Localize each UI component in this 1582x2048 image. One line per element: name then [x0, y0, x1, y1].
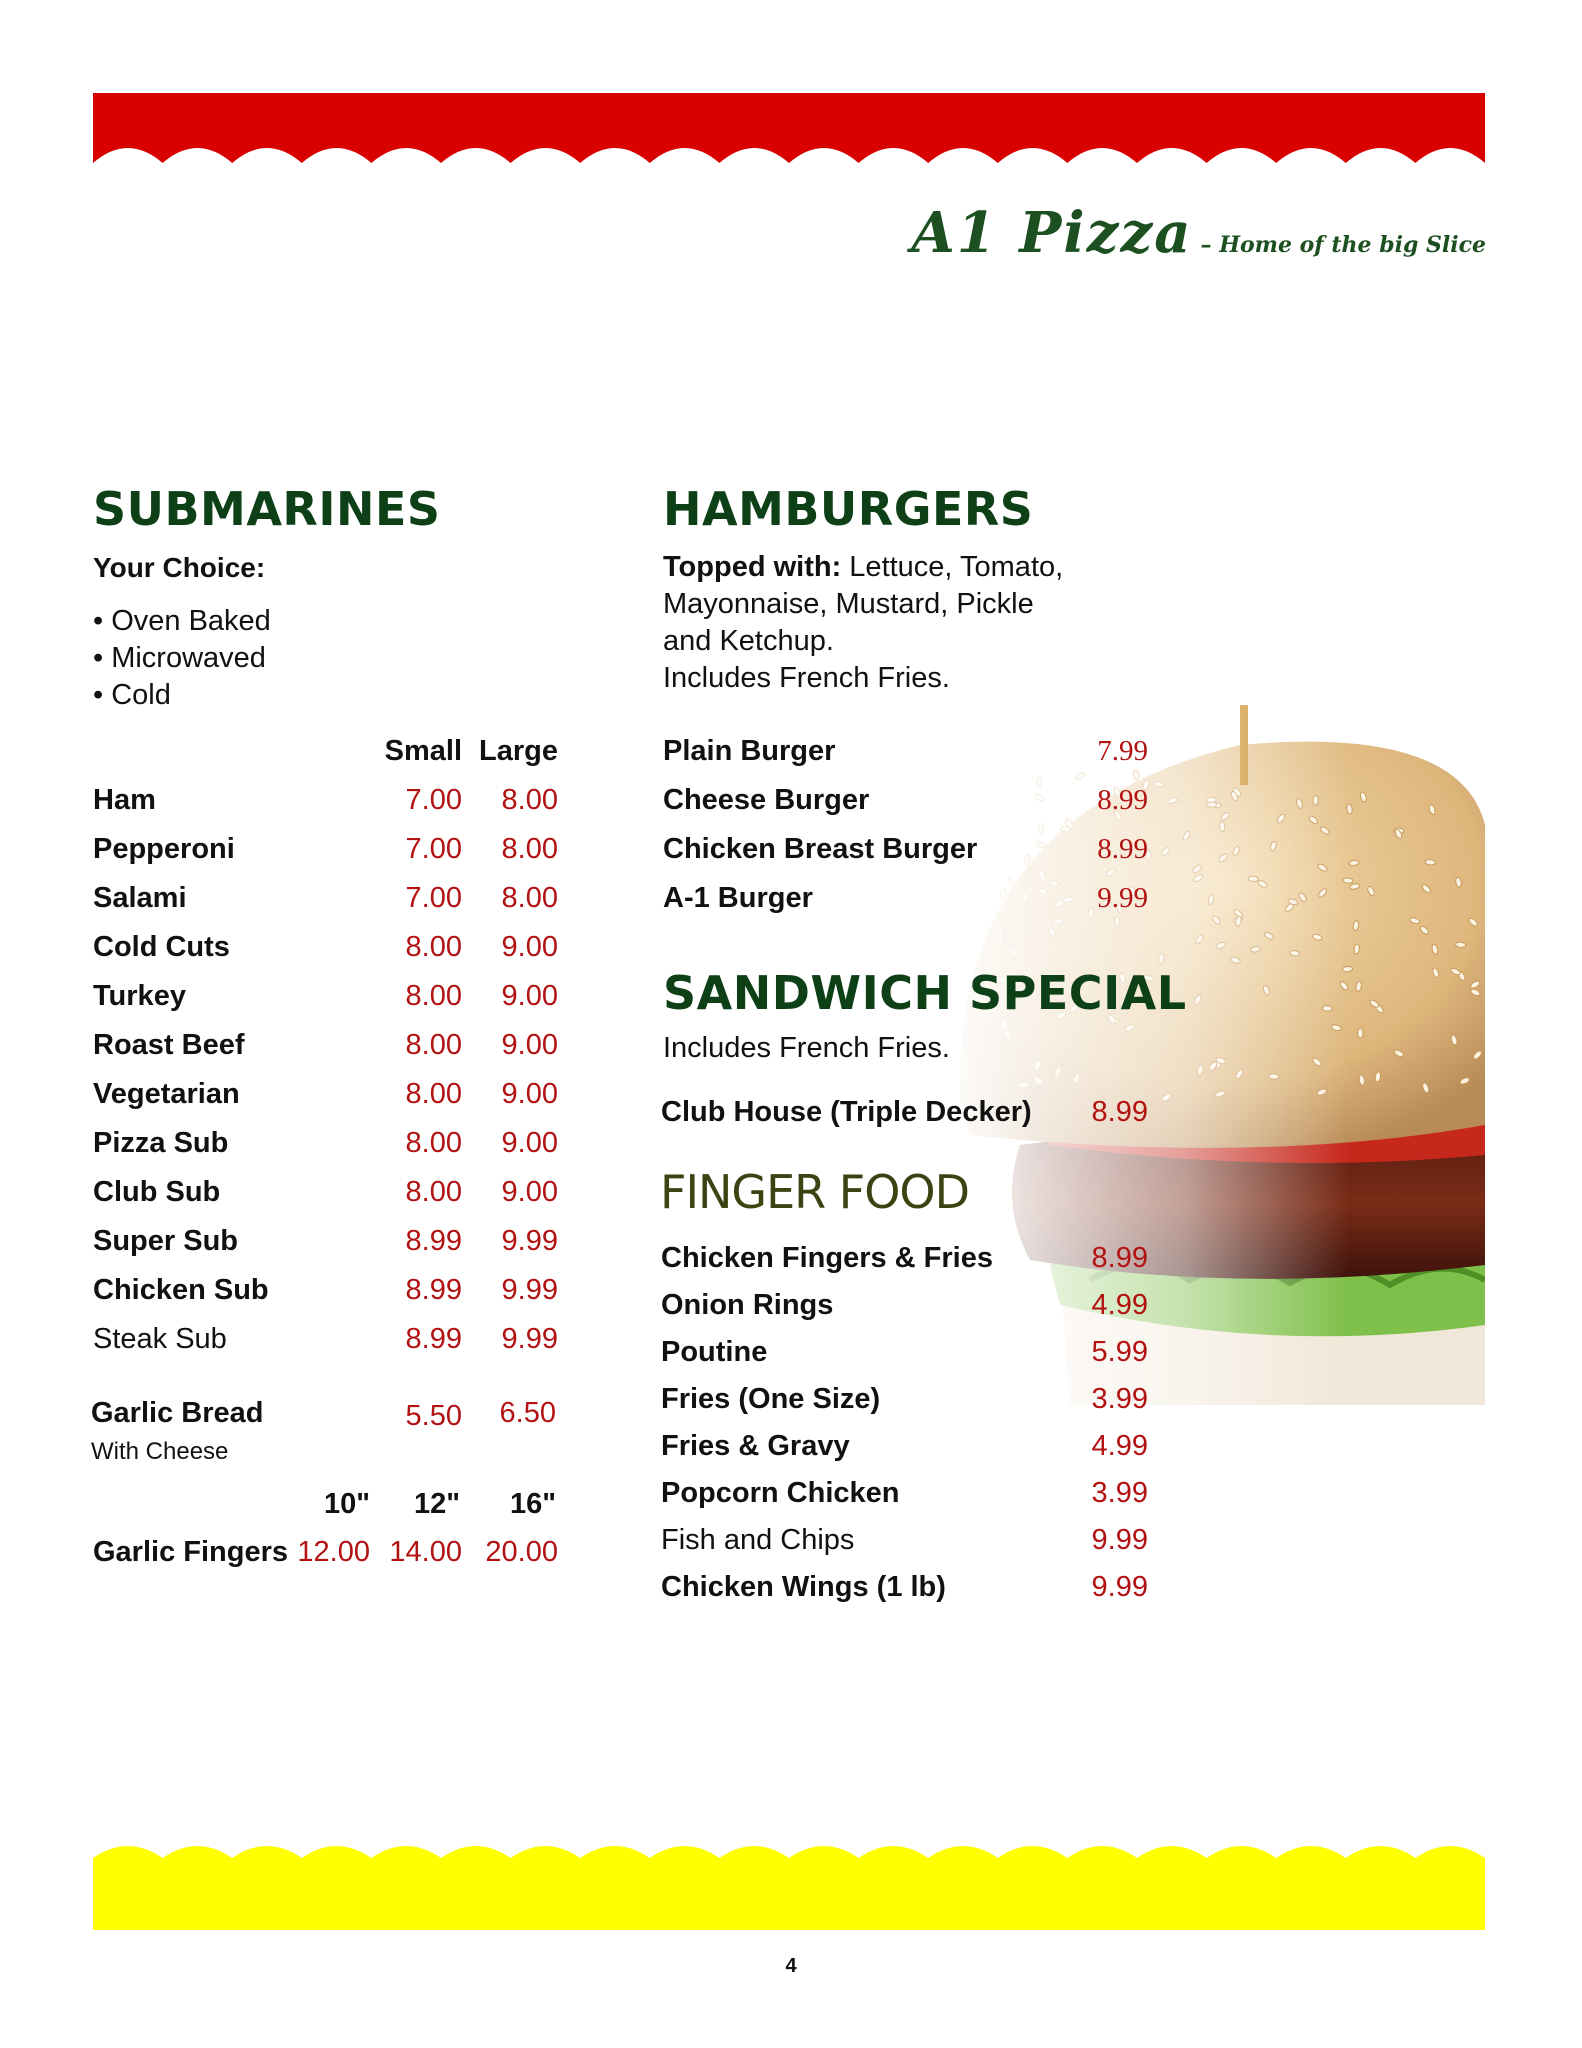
brand-tagline: – Home of the big Slice — [1200, 232, 1486, 258]
garlic-fingers-16-price: 20.00 — [485, 1536, 558, 1568]
finger-item-price: 9.99 — [1091, 1571, 1148, 1603]
sub-item-name: Cold Cuts — [93, 931, 230, 963]
garlic-bread-name: Garlic Bread — [91, 1397, 264, 1429]
sub-item-large-price: 8.00 — [501, 882, 558, 914]
sub-item-large-price: 9.00 — [501, 931, 558, 963]
finger-item-name: Popcorn Chicken — [661, 1477, 900, 1509]
sandwich-includes: Includes French Fries. — [663, 1032, 950, 1064]
topped-with-text: Lettuce, Tomato, — [841, 551, 1064, 583]
finger-item-name: Fish and Chips — [661, 1524, 855, 1556]
burger-item-name: Cheese Burger — [663, 784, 870, 816]
garlic-fingers-12-price: 14.00 — [389, 1536, 462, 1568]
your-choice-label: Your Choice: — [93, 552, 266, 583]
choice-oven-baked: • Oven Baked — [93, 605, 271, 637]
size-12-header: 12" — [413, 1488, 460, 1520]
finger-item-price: 3.99 — [1091, 1383, 1148, 1415]
club-house-name: Club House (Triple Decker) — [661, 1096, 1032, 1128]
burger-item-price: 9.99 — [1097, 882, 1148, 914]
sub-item-name: Roast Beef — [93, 1029, 245, 1061]
submarines-heading: SUBMARINES — [93, 482, 441, 536]
finger-item-name: Chicken Fingers & Fries — [661, 1242, 993, 1274]
garlic-fingers-10-price: 12.00 — [297, 1536, 370, 1568]
sub-item-name: Steak Sub — [93, 1323, 227, 1355]
finger-item-name: Fries (One Size) — [661, 1383, 881, 1415]
topped-with-label: Topped with: — [663, 551, 842, 583]
col-small-header: Small — [384, 735, 462, 767]
sub-item-small-price: 7.00 — [405, 882, 462, 914]
finger-food-heading: FINGER FOOD — [660, 1165, 970, 1219]
sub-item-small-price: 7.00 — [405, 833, 462, 865]
choice-microwaved: • Microwaved — [93, 642, 266, 674]
sub-item-small-price: 8.00 — [405, 1176, 462, 1208]
brand-header — [911, 200, 1486, 266]
sub-item-large-price: 9.99 — [501, 1225, 558, 1257]
sub-item-name: Super Sub — [93, 1225, 239, 1257]
sub-item-name: Salami — [93, 882, 187, 914]
sub-item-large-price: 9.00 — [501, 1029, 558, 1061]
burger-item-price: 8.99 — [1097, 784, 1148, 816]
brand-name: A1 Pizza — [911, 200, 1193, 266]
burger-photo — [940, 705, 1485, 1405]
sub-item-small-price: 8.00 — [405, 980, 462, 1012]
garlic-fingers-name: Garlic Fingers — [93, 1536, 289, 1568]
size-16-header: 16" — [509, 1488, 556, 1520]
club-house-price: 8.99 — [1091, 1096, 1148, 1128]
sub-item-name: Turkey — [93, 980, 186, 1012]
topped-with-line1 — [663, 549, 1063, 586]
choice-cold: • Cold — [93, 679, 171, 711]
finger-item-price: 4.99 — [1091, 1289, 1148, 1321]
top-red-banner — [93, 93, 1485, 173]
sub-item-large-price: 9.00 — [501, 1127, 558, 1159]
burger-item-name: A-1 Burger — [663, 882, 813, 914]
burger-item-name: Chicken Breast Burger — [663, 833, 978, 865]
garlic-bread-note: With Cheese — [91, 1438, 229, 1465]
bottom-yellow-banner — [93, 1838, 1485, 1930]
sub-item-large-price: 8.00 — [501, 784, 558, 816]
finger-item-price: 9.99 — [1091, 1524, 1148, 1556]
sub-item-small-price: 8.00 — [405, 1029, 462, 1061]
garlic-bread-small-price: 5.50 — [405, 1400, 462, 1432]
finger-item-name: Onion Rings — [661, 1289, 834, 1321]
sub-item-large-price: 8.00 — [501, 833, 558, 865]
garlic-bread-large-price: 6.50 — [499, 1397, 556, 1429]
sub-item-name: Club Sub — [93, 1176, 221, 1208]
page-number: 4 — [785, 1955, 797, 1977]
sub-item-small-price: 8.00 — [405, 1127, 462, 1159]
hamburgers-includes: Includes French Fries. — [663, 662, 950, 694]
hamburgers-heading: HAMBURGERS — [663, 482, 1034, 536]
sub-item-large-price: 9.99 — [501, 1274, 558, 1306]
sub-item-small-price: 8.99 — [405, 1323, 462, 1355]
sub-item-large-price: 9.00 — [501, 1176, 558, 1208]
col-large-header: Large — [479, 735, 558, 767]
topped-with-line3: and Ketchup. — [663, 625, 834, 657]
finger-item-name: Fries & Gravy — [661, 1430, 850, 1462]
finger-item-price: 3.99 — [1091, 1477, 1148, 1509]
sub-item-small-price: 8.99 — [405, 1274, 462, 1306]
topped-with-line2: Mayonnaise, Mustard, Pickle — [663, 588, 1034, 620]
sub-item-small-price: 8.00 — [405, 1078, 462, 1110]
sub-item-small-price: 8.99 — [405, 1225, 462, 1257]
sub-item-large-price: 9.00 — [501, 980, 558, 1012]
choice-list — [93, 603, 271, 714]
sub-item-name: Ham — [93, 784, 156, 816]
sub-item-name: Pizza Sub — [93, 1127, 229, 1159]
sandwich-special-heading: SANDWICH SPECIAL — [663, 966, 1187, 1020]
sub-item-name: Vegetarian — [93, 1078, 240, 1110]
finger-item-name: Poutine — [661, 1336, 768, 1368]
sub-item-small-price: 7.00 — [405, 784, 462, 816]
sub-item-name: Pepperoni — [93, 833, 235, 865]
burger-item-name: Plain Burger — [663, 735, 836, 767]
sub-item-name: Chicken Sub — [93, 1274, 269, 1306]
sub-item-large-price: 9.99 — [501, 1323, 558, 1355]
sub-item-large-price: 9.00 — [501, 1078, 558, 1110]
burger-item-price: 7.99 — [1097, 735, 1148, 767]
size-10-header: 10" — [323, 1488, 370, 1520]
burger-item-price: 8.99 — [1097, 833, 1148, 865]
finger-item-price: 5.99 — [1091, 1336, 1148, 1368]
finger-item-price: 4.99 — [1091, 1430, 1148, 1462]
sub-item-small-price: 8.00 — [405, 931, 462, 963]
finger-item-price: 8.99 — [1091, 1242, 1148, 1274]
finger-item-name: Chicken Wings (1 lb) — [661, 1571, 946, 1603]
